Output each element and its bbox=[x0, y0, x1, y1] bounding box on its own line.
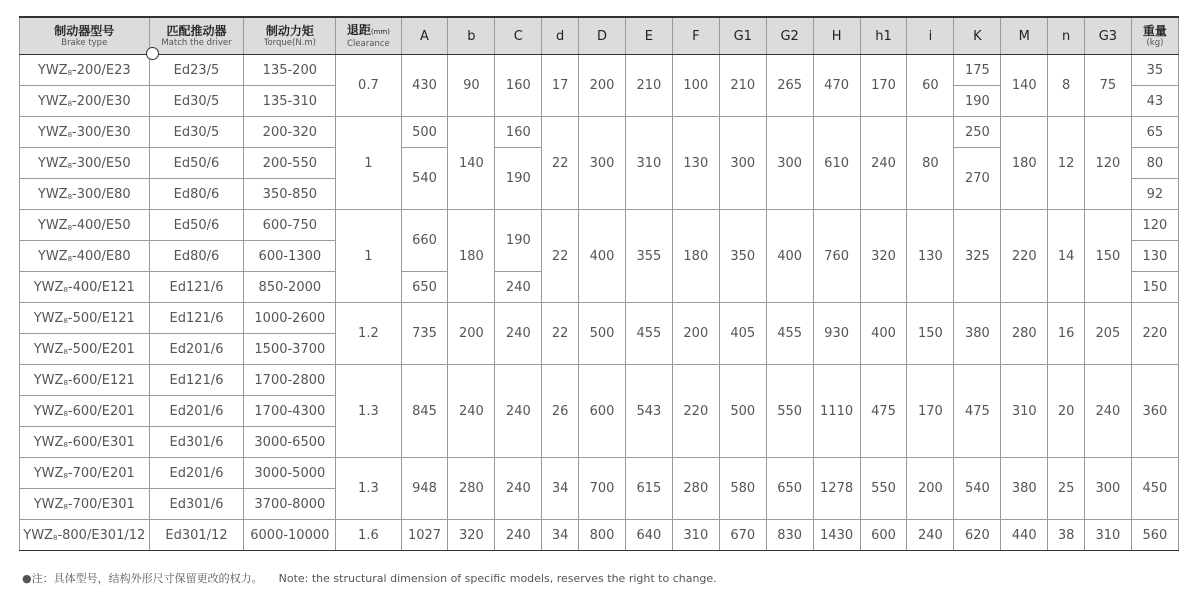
header-d: d bbox=[542, 17, 579, 55]
table-row bbox=[20, 520, 1179, 551]
D-cell: 400 bbox=[579, 210, 626, 303]
G1-cell: 300 bbox=[719, 117, 766, 210]
E-cell: 355 bbox=[625, 210, 672, 303]
table-row bbox=[20, 458, 1179, 489]
circle-marker-icon bbox=[146, 47, 159, 60]
H-cell: 760 bbox=[813, 210, 860, 303]
G2-cell: 400 bbox=[766, 210, 813, 303]
G2-cell: 455 bbox=[766, 303, 813, 365]
torque-cell: 600-1300 bbox=[244, 241, 336, 272]
table-row bbox=[20, 55, 1179, 86]
table-row bbox=[20, 210, 1179, 241]
model-cell: $YWZ_8-200/E30$ bbox=[20, 86, 150, 117]
K-cell: 175 bbox=[954, 55, 1001, 86]
h1-cell: 600 bbox=[860, 520, 907, 551]
brake-spec-table bbox=[19, 16, 1179, 551]
header-torque: 制动力矩 Torque(N.m) bbox=[244, 17, 336, 55]
M-cell: 140 bbox=[1001, 55, 1048, 117]
driver-cell: Ed30/5 bbox=[149, 86, 244, 117]
footnote bbox=[22, 570, 717, 586]
h1-cell: 550 bbox=[860, 458, 907, 520]
G1-cell: 500 bbox=[719, 365, 766, 458]
b-cell: 320 bbox=[448, 520, 495, 551]
H-cell: 470 bbox=[813, 55, 860, 117]
h1-cell: 320 bbox=[860, 210, 907, 303]
K-cell: 270 bbox=[954, 148, 1001, 210]
d-cell: 17 bbox=[542, 55, 579, 117]
note-en: Note: the structural dimension of specific models, reserves the right to change. bbox=[278, 572, 717, 585]
model-cell: $YWZ_8-700/E301$ bbox=[20, 489, 150, 520]
G2-cell: 650 bbox=[766, 458, 813, 520]
header-clearance: 退距(mm) Clearance bbox=[336, 17, 401, 55]
n-cell: 25 bbox=[1048, 458, 1085, 520]
D-cell: 300 bbox=[579, 117, 626, 210]
H-cell: 930 bbox=[813, 303, 860, 365]
F-cell: 310 bbox=[672, 520, 719, 551]
weight-cell: 120 bbox=[1131, 210, 1178, 241]
G1-cell: 670 bbox=[719, 520, 766, 551]
driver-cell: Ed301/12 bbox=[149, 520, 244, 551]
E-cell: 615 bbox=[625, 458, 672, 520]
torque-cell: 3000-5000 bbox=[244, 458, 336, 489]
torque-cell: 850-2000 bbox=[244, 272, 336, 303]
A-cell: 948 bbox=[401, 458, 448, 520]
G2-cell: 300 bbox=[766, 117, 813, 210]
F-cell: 130 bbox=[672, 117, 719, 210]
driver-cell: Ed121/6 bbox=[149, 303, 244, 334]
weight-cell: 80 bbox=[1131, 148, 1178, 179]
model-cell: $YWZ_8-500/E121$ bbox=[20, 303, 150, 334]
weight-cell: 360 bbox=[1131, 365, 1178, 458]
model-cell: $YWZ_8-300/E30$ bbox=[20, 117, 150, 148]
weight-cell: 150 bbox=[1131, 272, 1178, 303]
d-cell: 22 bbox=[542, 210, 579, 303]
h1-cell: 240 bbox=[860, 117, 907, 210]
D-cell: 700 bbox=[579, 458, 626, 520]
b-cell: 90 bbox=[448, 55, 495, 117]
C-cell: 240 bbox=[495, 303, 542, 365]
E-cell: 210 bbox=[625, 55, 672, 117]
clearance-cell: 1.6 bbox=[336, 520, 401, 551]
header-D: D bbox=[579, 17, 626, 55]
i-cell: 150 bbox=[907, 303, 954, 365]
G2-cell: 830 bbox=[766, 520, 813, 551]
i-cell: 80 bbox=[907, 117, 954, 210]
G1-cell: 350 bbox=[719, 210, 766, 303]
header-n: n bbox=[1048, 17, 1085, 55]
torque-cell: 1700-4300 bbox=[244, 396, 336, 427]
torque-cell: 1700-2800 bbox=[244, 365, 336, 396]
torque-cell: 1000-2600 bbox=[244, 303, 336, 334]
K-cell: 380 bbox=[954, 303, 1001, 365]
driver-cell: Ed80/6 bbox=[149, 179, 244, 210]
model-cell: $YWZ_8-400/E80$ bbox=[20, 241, 150, 272]
K-cell: 620 bbox=[954, 520, 1001, 551]
header-C: C bbox=[495, 17, 542, 55]
model-cell: $YWZ_8-300/E80$ bbox=[20, 179, 150, 210]
table-row bbox=[20, 365, 1179, 396]
n-cell: 12 bbox=[1048, 117, 1085, 210]
M-cell: 440 bbox=[1001, 520, 1048, 551]
G3-cell: 150 bbox=[1084, 210, 1131, 303]
G3-cell: 300 bbox=[1084, 458, 1131, 520]
E-cell: 310 bbox=[625, 117, 672, 210]
header-row bbox=[20, 17, 1179, 55]
G1-cell: 405 bbox=[719, 303, 766, 365]
K-cell: 475 bbox=[954, 365, 1001, 458]
C-cell: 190 bbox=[495, 210, 542, 272]
weight-cell: 92 bbox=[1131, 179, 1178, 210]
d-cell: 34 bbox=[542, 458, 579, 520]
i-cell: 200 bbox=[907, 458, 954, 520]
model-cell: $YWZ_8-600/E301$ bbox=[20, 427, 150, 458]
h1-cell: 400 bbox=[860, 303, 907, 365]
i-cell: 130 bbox=[907, 210, 954, 303]
F-cell: 280 bbox=[672, 458, 719, 520]
header-H: H bbox=[813, 17, 860, 55]
A-cell: 845 bbox=[401, 365, 448, 458]
E-cell: 640 bbox=[625, 520, 672, 551]
driver-cell: Ed301/6 bbox=[149, 427, 244, 458]
driver-cell: Ed23/5 bbox=[149, 55, 244, 86]
b-cell: 200 bbox=[448, 303, 495, 365]
M-cell: 380 bbox=[1001, 458, 1048, 520]
header-weight: 重量 (kg) bbox=[1131, 17, 1178, 55]
b-cell: 280 bbox=[448, 458, 495, 520]
weight-cell: 130 bbox=[1131, 241, 1178, 272]
driver-cell: Ed50/6 bbox=[149, 148, 244, 179]
driver-cell: Ed121/6 bbox=[149, 365, 244, 396]
torque-cell: 200-550 bbox=[244, 148, 336, 179]
M-cell: 280 bbox=[1001, 303, 1048, 365]
F-cell: 220 bbox=[672, 365, 719, 458]
n-cell: 20 bbox=[1048, 365, 1085, 458]
clearance-cell: 0.7 bbox=[336, 55, 401, 117]
C-cell: 240 bbox=[495, 365, 542, 458]
M-cell: 310 bbox=[1001, 365, 1048, 458]
b-cell: 240 bbox=[448, 365, 495, 458]
weight-cell: 560 bbox=[1131, 520, 1178, 551]
F-cell: 100 bbox=[672, 55, 719, 117]
G1-cell: 210 bbox=[719, 55, 766, 117]
F-cell: 200 bbox=[672, 303, 719, 365]
b-cell: 180 bbox=[448, 210, 495, 303]
weight-cell: 220 bbox=[1131, 303, 1178, 365]
i-cell: 170 bbox=[907, 365, 954, 458]
header-i: i bbox=[907, 17, 954, 55]
F-cell: 180 bbox=[672, 210, 719, 303]
A-cell: 540 bbox=[401, 148, 448, 210]
table-row bbox=[20, 117, 1179, 148]
K-cell: 540 bbox=[954, 458, 1001, 520]
model-cell: $YWZ_8-500/E201$ bbox=[20, 334, 150, 365]
torque-cell: 135-310 bbox=[244, 86, 336, 117]
H-cell: 610 bbox=[813, 117, 860, 210]
weight-cell: 35 bbox=[1131, 55, 1178, 86]
header-h1: h1 bbox=[860, 17, 907, 55]
G3-cell: 75 bbox=[1084, 55, 1131, 117]
model-cell: $YWZ_8-400/E121$ bbox=[20, 272, 150, 303]
n-cell: 16 bbox=[1048, 303, 1085, 365]
torque-cell: 3000-6500 bbox=[244, 427, 336, 458]
torque-cell: 6000-10000 bbox=[244, 520, 336, 551]
n-cell: 14 bbox=[1048, 210, 1085, 303]
driver-cell: Ed201/6 bbox=[149, 334, 244, 365]
A-cell: 500 bbox=[401, 117, 448, 148]
header-K: K bbox=[954, 17, 1001, 55]
driver-cell: Ed80/6 bbox=[149, 241, 244, 272]
n-cell: 8 bbox=[1048, 55, 1085, 117]
A-cell: 1027 bbox=[401, 520, 448, 551]
clearance-cell: 1.3 bbox=[336, 458, 401, 520]
clearance-cell: 1 bbox=[336, 117, 401, 210]
h1-cell: 170 bbox=[860, 55, 907, 117]
G3-cell: 205 bbox=[1084, 303, 1131, 365]
clearance-cell: 1 bbox=[336, 210, 401, 303]
torque-cell: 600-750 bbox=[244, 210, 336, 241]
model-cell: $YWZ_8-600/E201$ bbox=[20, 396, 150, 427]
driver-cell: Ed30/5 bbox=[149, 117, 244, 148]
G2-cell: 265 bbox=[766, 55, 813, 117]
G3-cell: 120 bbox=[1084, 117, 1131, 210]
d-cell: 26 bbox=[542, 365, 579, 458]
M-cell: 180 bbox=[1001, 117, 1048, 210]
torque-cell: 1500-3700 bbox=[244, 334, 336, 365]
weight-cell: 43 bbox=[1131, 86, 1178, 117]
A-cell: 735 bbox=[401, 303, 448, 365]
torque-cell: 200-320 bbox=[244, 117, 336, 148]
b-cell: 140 bbox=[448, 117, 495, 210]
K-cell: 325 bbox=[954, 210, 1001, 303]
D-cell: 600 bbox=[579, 365, 626, 458]
weight-cell: 450 bbox=[1131, 458, 1178, 520]
model-cell: $YWZ_8-200/E23$ bbox=[20, 55, 150, 86]
model-cell: $YWZ_8-400/E50$ bbox=[20, 210, 150, 241]
C-cell: 240 bbox=[495, 520, 542, 551]
model-cell: $YWZ_8-800/E301/12$ bbox=[20, 520, 150, 551]
G3-cell: 240 bbox=[1084, 365, 1131, 458]
d-cell: 34 bbox=[542, 520, 579, 551]
weight-cell: 65 bbox=[1131, 117, 1178, 148]
header-G3: G3 bbox=[1084, 17, 1131, 55]
header-E: E bbox=[625, 17, 672, 55]
header-F: F bbox=[672, 17, 719, 55]
header-G1: G1 bbox=[719, 17, 766, 55]
i-cell: 240 bbox=[907, 520, 954, 551]
header-model: 制动器型号 Brake type bbox=[20, 17, 150, 55]
E-cell: 543 bbox=[625, 365, 672, 458]
G3-cell: 310 bbox=[1084, 520, 1131, 551]
bullet-icon: ● bbox=[22, 572, 32, 585]
model-cell: $YWZ_8-300/E50$ bbox=[20, 148, 150, 179]
header-G2: G2 bbox=[766, 17, 813, 55]
d-cell: 22 bbox=[542, 303, 579, 365]
header-A: A bbox=[401, 17, 448, 55]
driver-cell: Ed50/6 bbox=[149, 210, 244, 241]
K-cell: 190 bbox=[954, 86, 1001, 117]
G2-cell: 550 bbox=[766, 365, 813, 458]
D-cell: 500 bbox=[579, 303, 626, 365]
C-cell: 160 bbox=[495, 55, 542, 117]
clearance-cell: 1.2 bbox=[336, 303, 401, 365]
torque-cell: 3700-8000 bbox=[244, 489, 336, 520]
table-row bbox=[20, 303, 1179, 334]
C-cell: 240 bbox=[495, 458, 542, 520]
torque-cell: 135-200 bbox=[244, 55, 336, 86]
H-cell: 1278 bbox=[813, 458, 860, 520]
A-cell: 430 bbox=[401, 55, 448, 117]
K-cell: 250 bbox=[954, 117, 1001, 148]
E-cell: 455 bbox=[625, 303, 672, 365]
C-cell: 240 bbox=[495, 272, 542, 303]
D-cell: 800 bbox=[579, 520, 626, 551]
driver-cell: Ed301/6 bbox=[149, 489, 244, 520]
model-cell: $YWZ_8-700/E201$ bbox=[20, 458, 150, 489]
driver-cell: Ed121/6 bbox=[149, 272, 244, 303]
h1-cell: 475 bbox=[860, 365, 907, 458]
C-cell: 160 bbox=[495, 117, 542, 148]
header-M: M bbox=[1001, 17, 1048, 55]
header-b: b bbox=[448, 17, 495, 55]
M-cell: 220 bbox=[1001, 210, 1048, 303]
d-cell: 22 bbox=[542, 117, 579, 210]
G1-cell: 580 bbox=[719, 458, 766, 520]
n-cell: 38 bbox=[1048, 520, 1085, 551]
driver-cell: Ed201/6 bbox=[149, 396, 244, 427]
header-driver: 匹配推动器 Match the driver bbox=[149, 17, 244, 55]
H-cell: 1110 bbox=[813, 365, 860, 458]
i-cell: 60 bbox=[907, 55, 954, 117]
A-cell: 660 bbox=[401, 210, 448, 272]
D-cell: 200 bbox=[579, 55, 626, 117]
note-cn: 注：具体型号，结构外形尺寸保留更改的权力。 bbox=[31, 572, 263, 585]
model-cell: $YWZ_8-600/E121$ bbox=[20, 365, 150, 396]
H-cell: 1430 bbox=[813, 520, 860, 551]
driver-cell: Ed201/6 bbox=[149, 458, 244, 489]
clearance-cell: 1.3 bbox=[336, 365, 401, 458]
C-cell: 190 bbox=[495, 148, 542, 210]
torque-cell: 350-850 bbox=[244, 179, 336, 210]
A-cell: 650 bbox=[401, 272, 448, 303]
